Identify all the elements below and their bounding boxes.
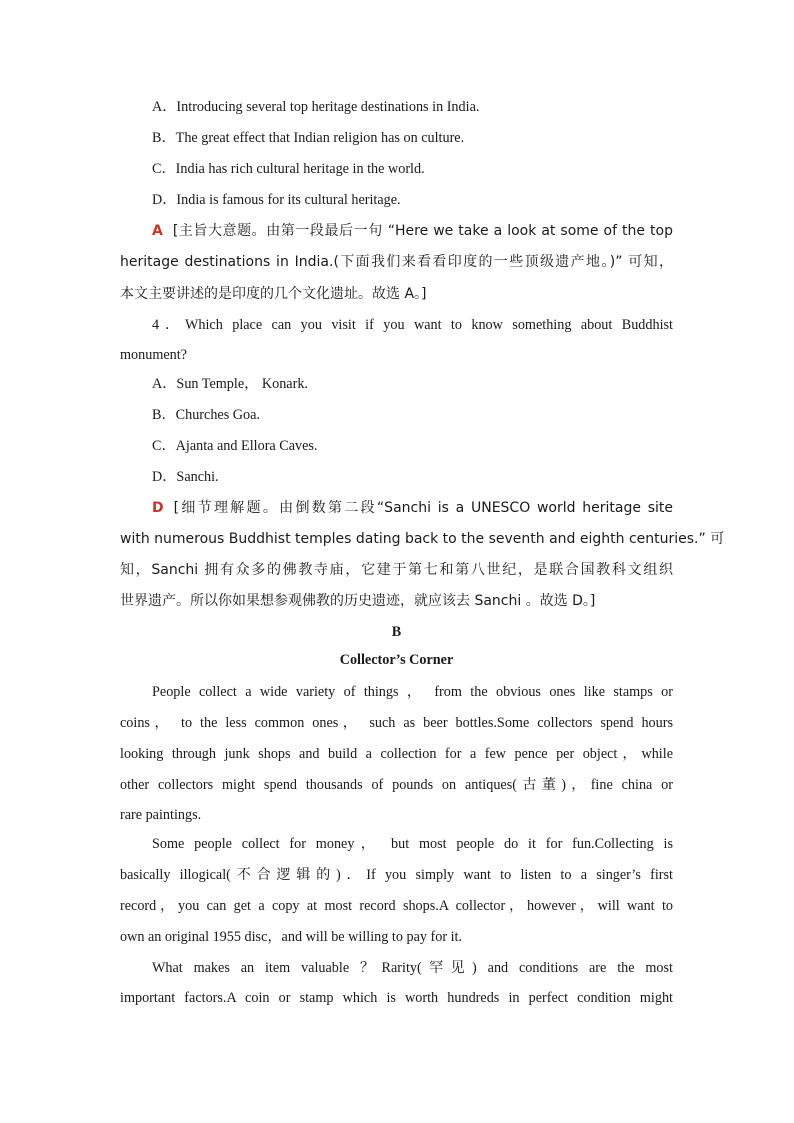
q3-explanation-line-3: 本文主要讲述的是印度的几个文化遗址。故选 A。] (120, 286, 427, 302)
passage-p2-line-1: Some people collect for money， but most people do it for fun.Collecting is (152, 836, 673, 852)
q3-explanation-text-1: [主旨大意题。由第一段最后一句 “Here we take a look at some of the top (172, 223, 673, 239)
q4-explanation-line-2: with numerous Buddhist temples dating back to the seventh and eighth centuries.” 可 (120, 531, 725, 547)
q4-option-c: C．Ajanta and Ellora Caves. (152, 438, 318, 454)
q3-option-b: B．The great effect that Indian religion has on culture. (152, 130, 465, 146)
q3-option-a: A．Introducing several top heritage destinations in India. (152, 99, 480, 115)
passage-title: Collector’s Corner (339, 652, 454, 668)
section-letter: B (391, 624, 402, 640)
passage-p2-line-3: record，you can get a copy at most record shops.A collector，however，will want to (120, 898, 673, 914)
q4-explanation-text-1: [细节理解题。由倒数第二段“Sanchi is a UNESCO world heritage site (173, 500, 673, 516)
passage-p3-line-1: What makes an item valuable ？Rarity(罕见) and conditions are the most (152, 960, 673, 976)
passage-p1-line-4: other collectors might spend thousands of pounds on antiques(古董)，fine china or (120, 777, 673, 793)
q4-option-b: B．Churches Goa. (152, 407, 260, 423)
q3-option-d: D．India is famous for its cultural heritage. (152, 192, 401, 208)
passage-p1-line-5: rare paintings. (120, 807, 202, 823)
passage-p1-line-2: coins， to the less common ones， such as beer bottles.Some collectors spend hours (120, 715, 673, 731)
passage-p1-line-3: looking through junk shops and build a collection for a few pence per object，while (120, 746, 673, 762)
passage-p2-line-2: basically illogical(不合逻辑的)．If you simply want to listen to a singer’s first (120, 867, 673, 883)
passage-p3-line-2: important factors.A coin or stamp which is worth hundreds in perfect condition might (120, 990, 673, 1006)
passage-p1-line-1: People collect a wide variety of things ， from the obvious ones like stamps or (152, 684, 673, 700)
q4-question-line-1: 4．Which place can you visit if you want to know something about Buddhist (152, 317, 673, 333)
q3-option-c: C．India has rich cultural heritage in the world. (152, 161, 425, 177)
q3-explanation-line-1 (152, 221, 673, 241)
q4-explanation-line-1 (152, 498, 673, 518)
q3-explanation-line-2: heritage destinations in India.(下面我们来看看印度的一些顶级遗产地。)” 可知， (120, 254, 673, 270)
passage-p2-line-4: own an original 1955 disc，and will be willing to pay for it. (120, 929, 463, 945)
q4-question-line-2: monument? (120, 347, 187, 363)
q4-explanation-line-4: 世界遗产。所以你如果想参观佛教的历史遗迹，就应该去 Sanchi 。故选 D。] (120, 593, 596, 609)
q4-answer-letter: D (152, 500, 164, 516)
q4-option-d: D．Sanchi. (152, 469, 219, 485)
q3-answer-letter: A (152, 223, 163, 239)
q4-option-a: A．Sun Temple， Konark. (152, 376, 308, 392)
q4-explanation-line-3: 知，Sanchi 拥有众多的佛教寺庙，它建于第七和第八世纪，是联合国教科文组织 (120, 562, 673, 578)
